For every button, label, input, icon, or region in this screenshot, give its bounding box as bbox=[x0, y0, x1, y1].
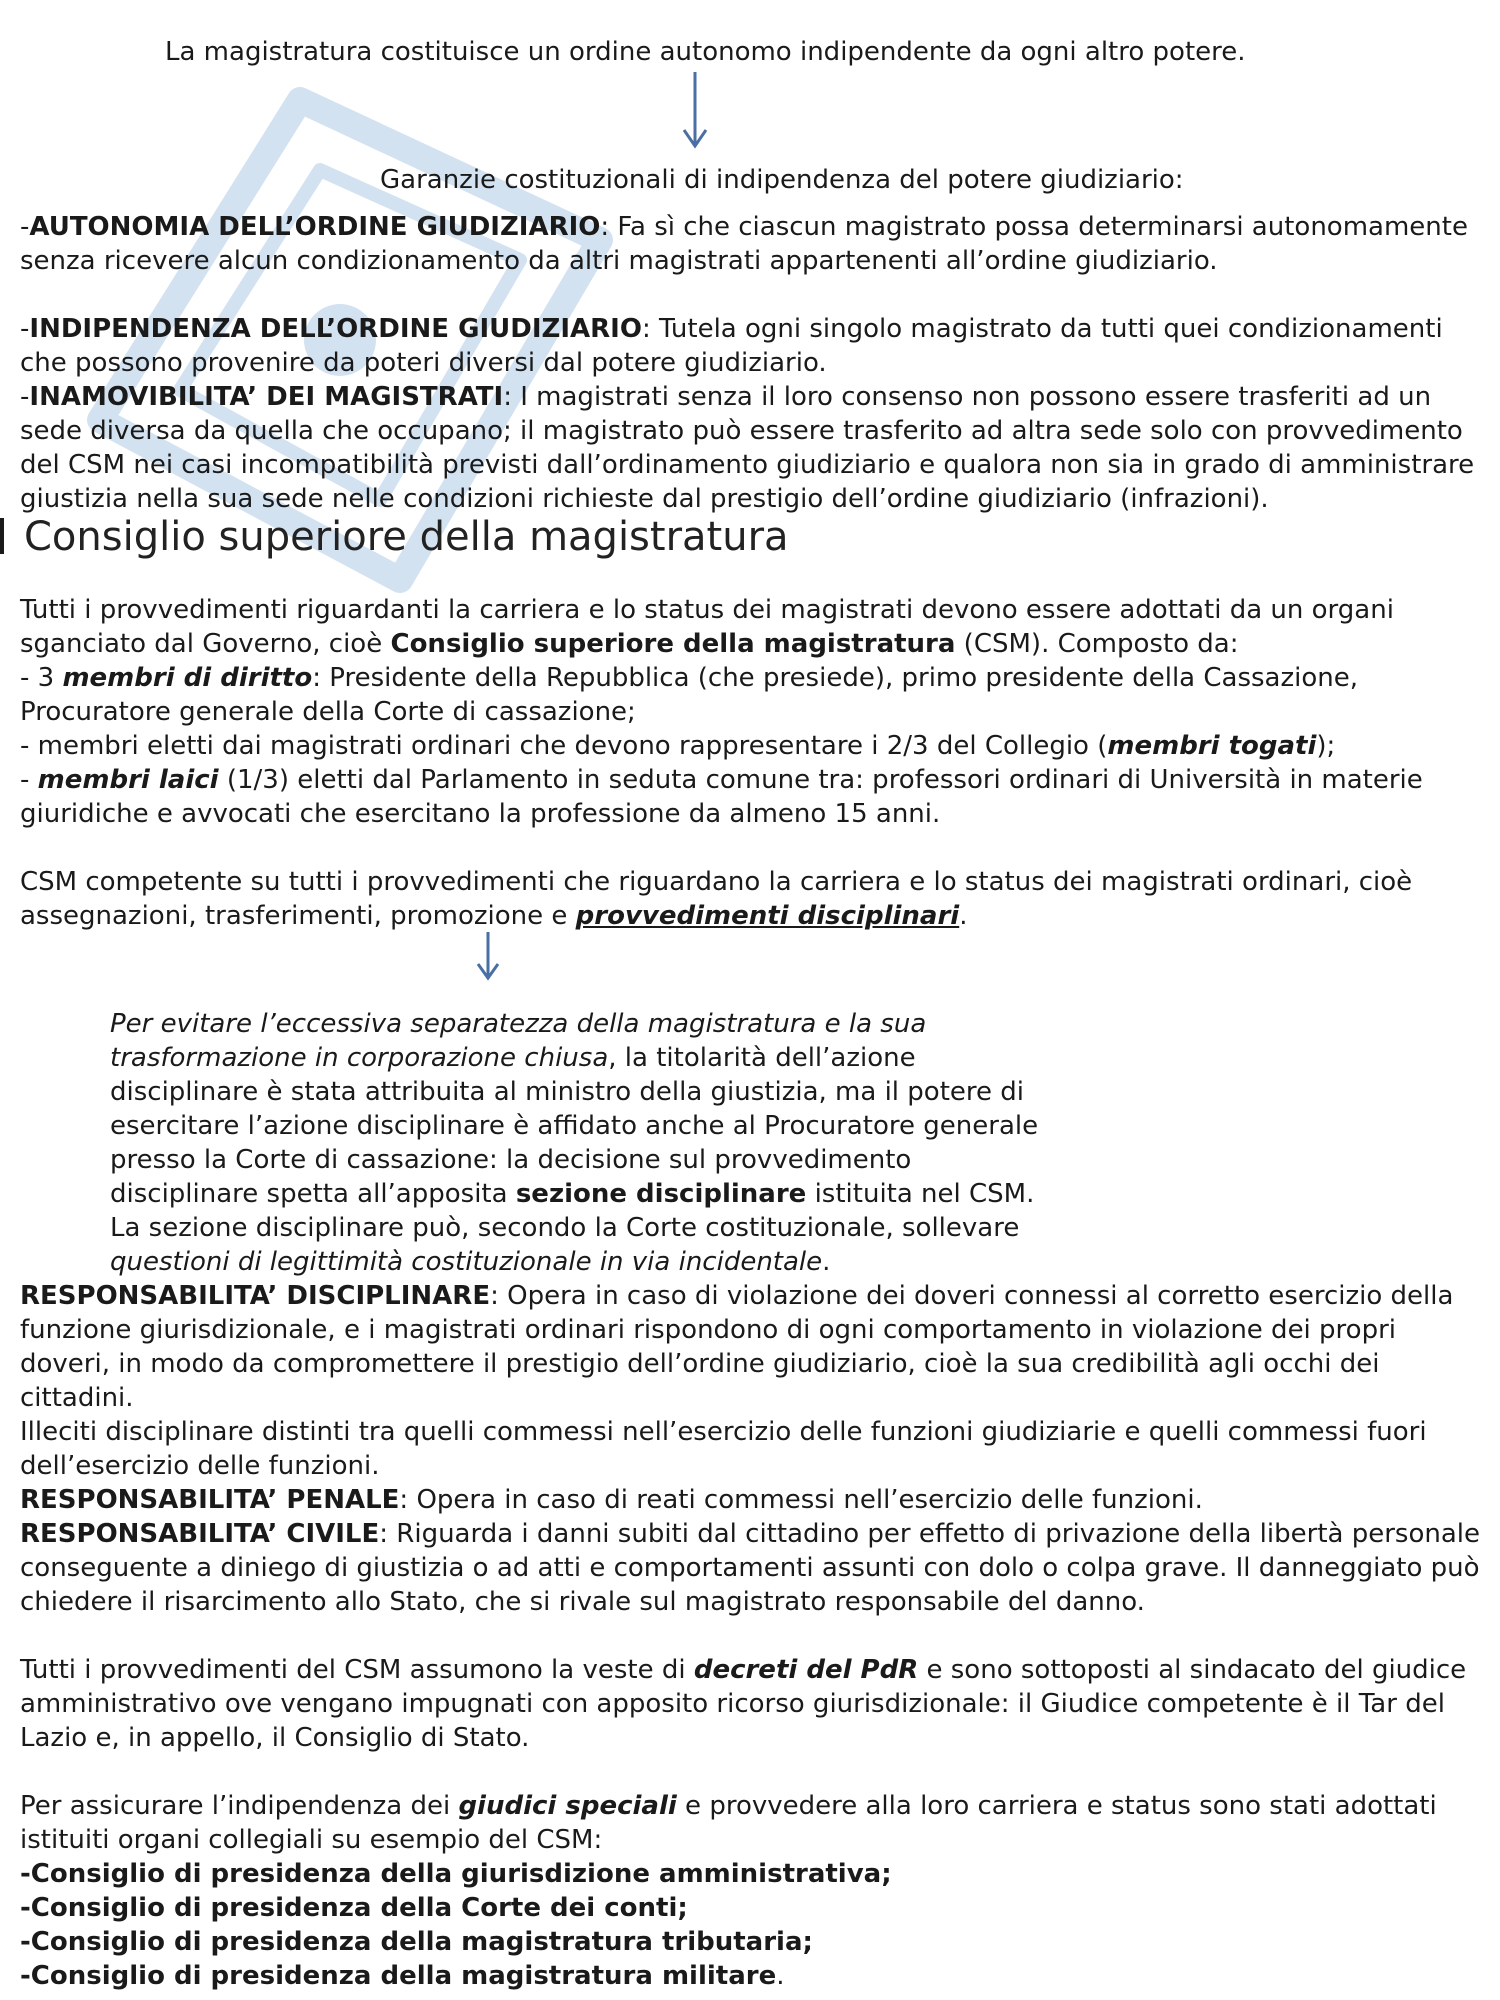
resp-text: : Riguarda i danni subiti dal cittadino per effetto di privazione della libertà personale conseguente a diniego di giustizia o ad atti e comportamenti assunti con dolo o colpa grave. Il danneggiato può chiedere il risarcimento allo Stato, che si rivale sul magistrato responsabile del danno. bbox=[20, 1519, 1480, 1617]
resp-text: : Opera in caso di violazione dei doveri connessi al corretto esercizio della funzione giurisdizionale, e i magistrati ordinari rispondono di ogni comportamento in violazione dei propri doveri, in modo da compromettere il prestigio dell’ordine giudiziario, cioè la sua credibilità agli occhi dei cittadini. bbox=[20, 1281, 1454, 1413]
list-prefix: - bbox=[20, 765, 38, 795]
member-term: membri laici bbox=[37, 765, 219, 795]
guarantee-text: : I magistrati senza il loro consenso non possono essere trasferiti ad un sede diversa da quella che occupano; il magistrato può essere trasferito ad altra sede solo con provvedimento del CSM nei casi incompatibilità previsti dall’ordinamento giudiziario e qualora non sia in grado di amministrare giustizia nella sua sede nelle condizioni richieste dal prestigio dell’ordine giudiziario (infrazioni). bbox=[20, 382, 1475, 514]
member-diritto bbox=[20, 661, 1480, 729]
final-period: . bbox=[776, 1961, 785, 1991]
heading-bar bbox=[0, 518, 4, 554]
intro-statement: La magistratura costituisce un ordine autonomo indipendente da ogni altro potere. bbox=[165, 37, 1246, 67]
guarantee-text: : Tutela ogni singolo magistrato da tutti quei condizionamenti che possono provenire da poteri diversi dal potere giudiziario. bbox=[20, 314, 1443, 378]
member-term: membri di diritto bbox=[62, 663, 313, 693]
council-name: -Consiglio di presidenza della Corte dei conti; bbox=[20, 1893, 688, 1923]
competence-end: . bbox=[959, 901, 968, 931]
csm-heading-text: Consiglio superiore della magistratura bbox=[24, 514, 789, 560]
member-togati bbox=[20, 729, 1480, 763]
council-item bbox=[20, 1925, 1480, 1959]
special-text: e provvedere alla loro carriera e status sono stati adottati istituiti organi collegiali su esempio del CSM: bbox=[20, 1791, 1437, 1855]
note-end: . bbox=[822, 1247, 831, 1277]
council-item bbox=[20, 1891, 1480, 1925]
note-italic: questioni di legittimità costituzionale in via incidentale bbox=[110, 1247, 823, 1277]
list-prefix: - bbox=[20, 314, 30, 344]
list-prefix: - 3 bbox=[20, 663, 63, 693]
resp-civile bbox=[20, 1517, 1480, 1619]
guarantee-term: INDIPENDENZA DELL’ORDINE GIUDIZIARIO bbox=[29, 314, 642, 344]
resp-term: RESPONSABILITA’ PENALE bbox=[20, 1485, 400, 1515]
member-end: ); bbox=[1316, 731, 1336, 761]
resp-penale bbox=[20, 1483, 1480, 1517]
decrees-text: e sono sottoposti al sindacato del giudice amministrativo ove vengano impugnati con apposito ricorso giurisdizionale: il Giudice competente è il Tar del Lazio e, in appello, il Consiglio di Stato. bbox=[20, 1655, 1467, 1753]
list-prefix: - bbox=[20, 212, 30, 242]
list-prefix: - bbox=[20, 382, 30, 412]
member-text: : Presidente della Repubblica (che presiede), primo presidente della Cassazione, Procuratore generale della Corte di cassazione; bbox=[20, 663, 1359, 727]
note-text: istituita nel CSM. La sezione disciplinare può, secondo la Corte costituzionale, sollevare bbox=[110, 1179, 1035, 1243]
member-laici bbox=[20, 763, 1480, 831]
arrow-down-icon bbox=[473, 930, 503, 982]
council-name: -Consiglio di presidenza della magistratura tributaria; bbox=[20, 1927, 813, 1957]
csm-intro-end: (CSM). Composto da: bbox=[955, 629, 1239, 659]
council-name: -Consiglio di presidenza della giurisdizione amministrativa; bbox=[20, 1859, 892, 1889]
council-name: -Consiglio di presidenza della magistratura militare bbox=[20, 1961, 777, 1991]
note-italic: Per evitare l’eccessiva separatezza della magistratura e la sua trasformazione in corporazione chiusa bbox=[110, 1009, 927, 1073]
note-bold: sezione disciplinare bbox=[515, 1179, 807, 1209]
guarantees-subheading: Garanzie costituzionali di indipendenza del potere giudiziario: bbox=[380, 165, 1184, 195]
decrees-paragraph bbox=[20, 1653, 1480, 1755]
guarantee-indipendenza bbox=[20, 312, 1480, 380]
illeciti: Illeciti disciplinare distinti tra quelli commessi nell’esercizio delle funzioni giudiziarie e quelli commessi fuori dell’esercizio delle funzioni. bbox=[20, 1417, 1427, 1481]
member-term: membri togati bbox=[1107, 731, 1317, 761]
guarantee-text: : Fa sì che ciascun magistrato possa determinarsi autonomamente senza ricevere alcun condizionamento da altri magistrati appartenenti all’ordine giudiziario. bbox=[20, 212, 1468, 276]
csm-heading bbox=[0, 512, 789, 562]
csm-intro-text: Tutti i provvedimenti riguardanti la carriera e lo status dei magistrati devono essere adottati da un organi sganciato dal Governo, cioè bbox=[20, 595, 1394, 659]
guarantee-term: AUTONOMIA DELL’ORDINE GIUDIZIARIO bbox=[29, 212, 601, 242]
decrees-term: decreti del PdR bbox=[693, 1655, 919, 1685]
resp-text: : Opera in caso di reati commessi nell’esercizio delle funzioni. bbox=[399, 1485, 1203, 1515]
member-text: (1/3) eletti dal Parlamento in seduta comune tra: professori ordinari di Università in materie giuridiche e avvocati che esercitano la professione da almeno 15 anni. bbox=[20, 765, 1423, 829]
disciplinary-note bbox=[110, 1007, 1060, 1279]
decrees-text: Tutti i provvedimenti del CSM assumono la veste di bbox=[20, 1655, 694, 1685]
csm-name: Consiglio superiore della magistratura bbox=[390, 629, 956, 659]
guarantee-term: INAMOVIBILITA’ DEI MAGISTRATI bbox=[29, 382, 504, 412]
resp-term: RESPONSABILITA’ DISCIPLINARE bbox=[20, 1281, 491, 1311]
csm-competence bbox=[20, 865, 1480, 933]
council-item bbox=[20, 1857, 1480, 1891]
special-term: giudici speciali bbox=[458, 1791, 677, 1821]
competence-term: provvedimenti disciplinari bbox=[575, 901, 960, 931]
note-text: , la titolarità dell’azione disciplinare è stata attribuita al ministro della giustizia, ma il potere di esercitare l’azione disciplinare è affidato anche al Procuratore generale presso la Corte di cassazione: la decisione sul provvedimento disciplinare spetta all’apposita bbox=[110, 1043, 1039, 1209]
special-judges bbox=[20, 1789, 1480, 1857]
member-text: - membri eletti dai magistrati ordinari che devono rappresentare i 2/3 del Collegio ( bbox=[20, 731, 1108, 761]
council-item bbox=[20, 1959, 1480, 1993]
guarantee-inamovibilita bbox=[20, 380, 1480, 516]
guarantee-autonomia bbox=[20, 210, 1480, 278]
competence-text: CSM competente su tutti i provvedimenti che riguardano la carriera e lo status dei magistrati ordinari, cioè assegnazioni, trasferimenti, promozione e bbox=[20, 867, 1413, 931]
csm-intro bbox=[20, 593, 1480, 661]
arrow-down-icon bbox=[680, 70, 710, 150]
resp-term: RESPONSABILITA’ CIVILE bbox=[20, 1519, 380, 1549]
resp-disciplinare bbox=[20, 1279, 1480, 1415]
special-text: Per assicurare l’indipendenza dei bbox=[20, 1791, 459, 1821]
